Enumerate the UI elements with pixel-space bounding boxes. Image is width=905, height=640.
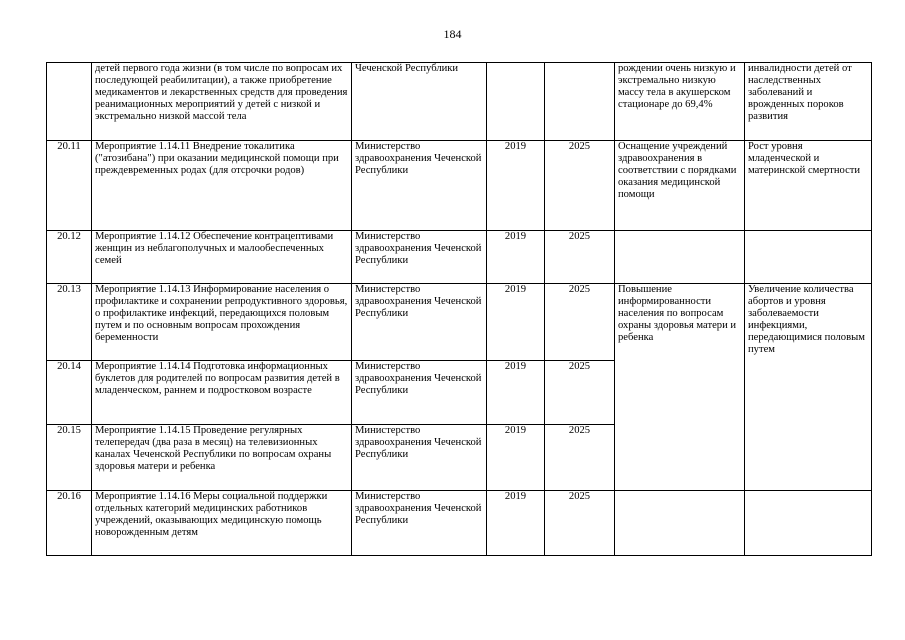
event-cell: детей первого года жизни (в том числе по вопросам их последующей реабилитации), а также приобретение медикаментов и лекарственных средств для проведения реанимационных мероприятий у детей с низкой и экстремально низкой массой тела — [92, 63, 352, 141]
table-row — [47, 231, 872, 284]
event-cell: Мероприятие 1.14.14 Подготовка информационных буклетов для родителей по вопросам развития детей в младенческом, раннем и подростковом возрасте — [92, 361, 352, 425]
executor-cell: Министерство здравоохранения Чеченской Республики — [352, 425, 487, 491]
executor-cell: Министерство здравоохранения Чеченской Республики — [352, 284, 487, 361]
row-number-cell: 20.16 — [47, 491, 92, 556]
connection-merged-cell: Увеличение количества абортов и уровня заболеваемости инфекциями, передающимися половым путем — [745, 284, 872, 491]
executor-cell: Министерство здравоохранения Чеченской Республики — [352, 141, 487, 231]
start-year-cell: 2019 — [487, 231, 545, 284]
executor-cell: Министерство здравоохранения Чеченской Республики — [352, 231, 487, 284]
event-cell: Мероприятие 1.14.16 Меры социальной поддержки отдельных категорий медицинских работников учреждений, оказывающих медицинскую помощь новорожденным детям — [92, 491, 352, 556]
end-year-cell — [545, 63, 615, 141]
start-year-cell — [487, 63, 545, 141]
start-year-cell: 2019 — [487, 361, 545, 425]
start-year-cell: 2019 — [487, 284, 545, 361]
row-number-cell: 20.15 — [47, 425, 92, 491]
table-row — [47, 141, 872, 231]
executor-cell: Министерство здравоохранения Чеченской Республики — [352, 361, 487, 425]
end-year-cell: 2025 — [545, 491, 615, 556]
event-cell: Мероприятие 1.14.11 Внедрение токалитика ("атозибана") при оказании медицинской помощи при преждевременных родах (для отсрочки родов) — [92, 141, 352, 231]
row-number-cell: 20.12 — [47, 231, 92, 284]
result-cell — [615, 491, 745, 556]
connection-cell: Рост уровня младенческой и материнской смертности — [745, 141, 872, 231]
result-cell: Оснащение учреждений здравоохранения в соответствии с порядками оказания медицинской помощи — [615, 141, 745, 231]
table-row — [47, 63, 872, 141]
event-cell: Мероприятие 1.14.15 Проведение регулярных телепередач (два раза в месяц) на телевизионных каналах Чеченской Республики по вопросам охраны здоровья матери и ребенка — [92, 425, 352, 491]
end-year-cell: 2025 — [545, 361, 615, 425]
result-merged-cell: Повышение информированности населения по вопросам охраны здоровья матери и ребенка — [615, 284, 745, 491]
connection-cell: инвалидности детей от наследственных заболеваний и врожденных пороков развития — [745, 63, 872, 141]
connection-cell — [745, 231, 872, 284]
end-year-cell: 2025 — [545, 425, 615, 491]
row-number-cell: 20.11 — [47, 141, 92, 231]
event-cell: Мероприятие 1.14.13 Информирование населения о профилактике и сохранении репродуктивного здоровья, о профилактике инфекций, передающихся половым путем и по основным вопросам прохождения беременности — [92, 284, 352, 361]
row-number-cell: 20.14 — [47, 361, 92, 425]
start-year-cell: 2019 — [487, 425, 545, 491]
table-row — [47, 284, 872, 361]
page-number: 184 — [443, 27, 462, 41]
row-number-cell: 20.13 — [47, 284, 92, 361]
end-year-cell: 2025 — [545, 284, 615, 361]
executor-cell: Министерство здравоохранения Чеченской Республики — [352, 491, 487, 556]
program-events-table — [46, 62, 872, 556]
executor-cell: Чеченской Республики — [352, 63, 487, 141]
table-row — [47, 491, 872, 556]
end-year-cell: 2025 — [545, 141, 615, 231]
start-year-cell: 2019 — [487, 141, 545, 231]
event-cell: Мероприятие 1.14.12 Обеспечение контрацептивами женщин из неблагополучных и малообеспеченных семей — [92, 231, 352, 284]
end-year-cell: 2025 — [545, 231, 615, 284]
result-cell: рождении очень низкую и экстремально низкую массу тела в акушерском стационаре до 69,4% — [615, 63, 745, 141]
connection-cell — [745, 491, 872, 556]
row-number-cell — [47, 63, 92, 141]
start-year-cell: 2019 — [487, 491, 545, 556]
result-cell — [615, 231, 745, 284]
